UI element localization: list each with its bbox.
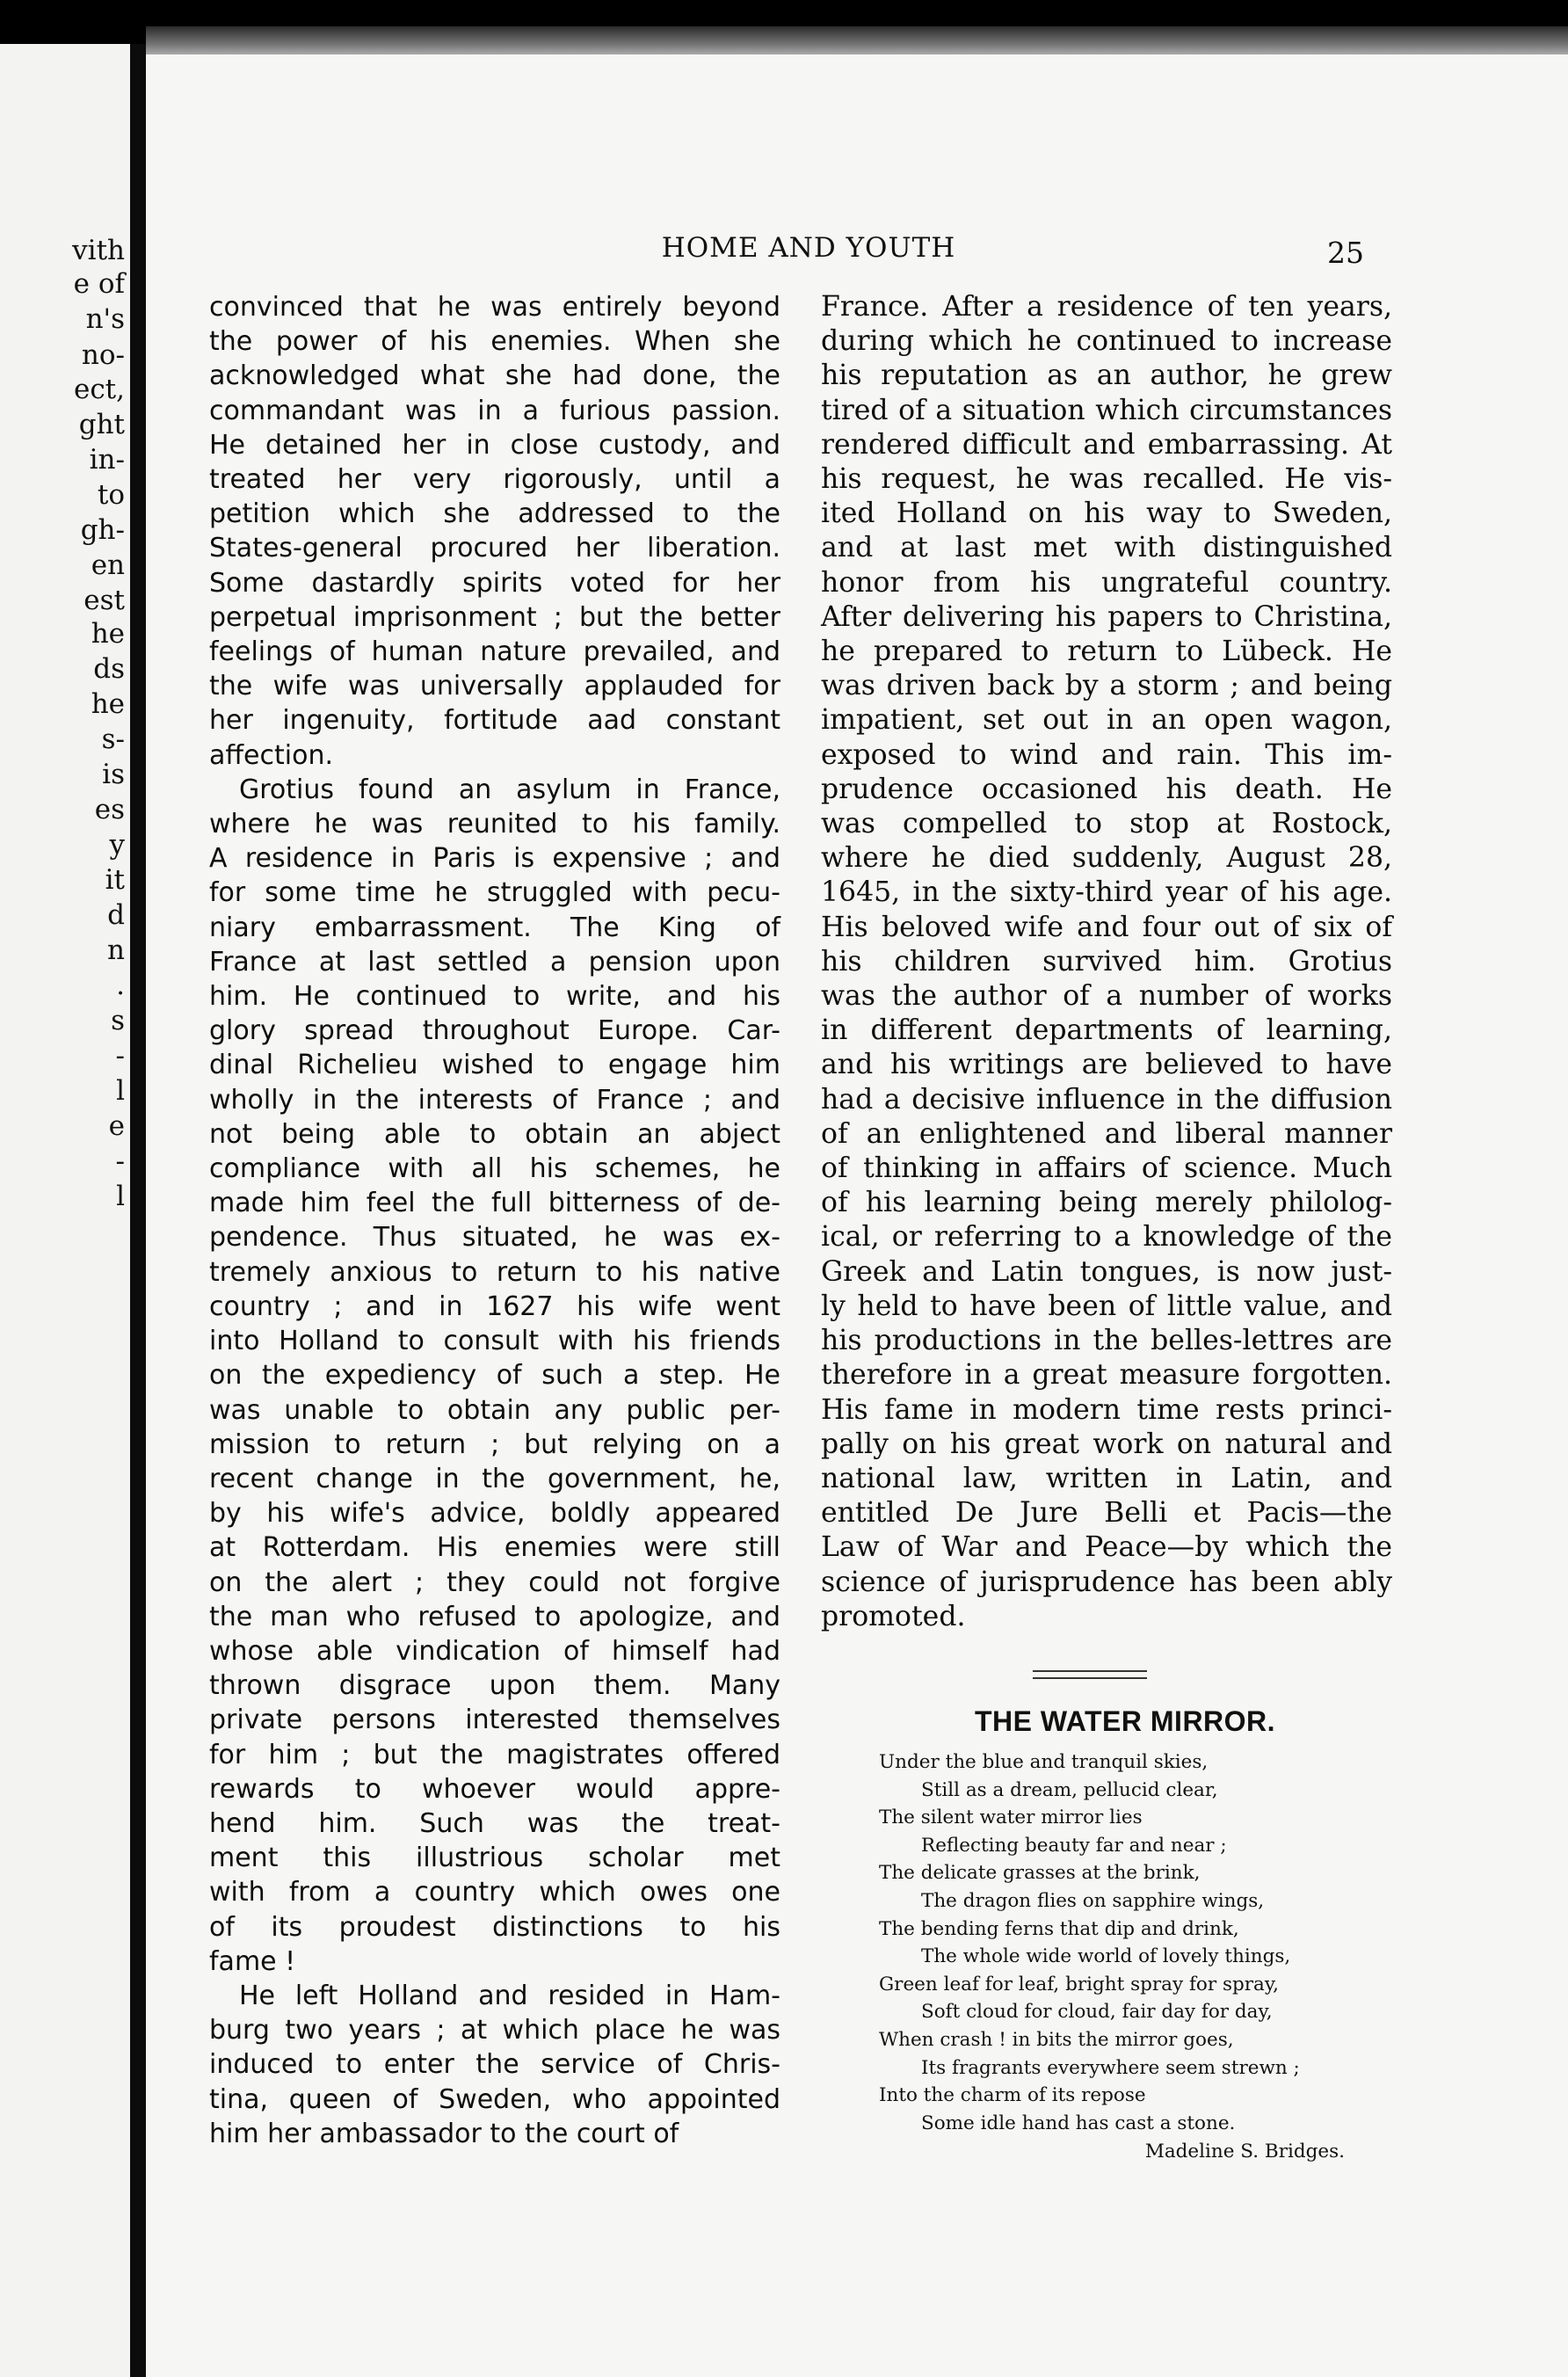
text-line: at Rotterdam. His enemies were still (209, 1532, 780, 1564)
text-line: national law, written in Latin, and (821, 1462, 1392, 1494)
text-line: promoted. (821, 1600, 966, 1632)
prev-page-fragment: s (111, 1005, 125, 1036)
prev-page-fragment: s- (101, 723, 125, 755)
text-line: burg two years ; at which place he was (209, 2015, 780, 2046)
prev-page-fragment: he (91, 688, 125, 720)
poem-line: Its fragrants everywhere seem strewn ; (921, 2056, 1300, 2079)
page-header (0, 0, 1568, 290)
text-line: on the expediency of such a step. He (209, 1360, 780, 1392)
prev-page-fragment: no- (81, 339, 125, 371)
prev-page-fragment: est (83, 585, 125, 616)
text-line: his request, he was recalled. He vis- (821, 463, 1392, 496)
text-line: of thinking in affairs of science. Much (821, 1152, 1392, 1185)
text-line: convinced that he was entirely beyond (209, 292, 780, 323)
text-line: the wife was universally applauded for (209, 671, 780, 702)
text-line: tremely anxious to return to his native (209, 1256, 780, 1288)
text-line: the power of his enemies. When she (209, 326, 780, 358)
text-line: of an enlightened and liberal manner (821, 1117, 1392, 1150)
text-line: commandant was in a furious passion. (209, 395, 780, 426)
text-line: mission to return ; but relying on a (209, 1428, 780, 1460)
text-line: had a decisive influence in the diffusion (821, 1083, 1392, 1116)
prev-page-fragment: es (94, 794, 125, 825)
prev-page-fragment: is (102, 759, 125, 790)
text-line: prudence occasioned his death. He (821, 773, 1392, 805)
text-line: him. He continued to write, and his (209, 981, 780, 1013)
text-line: ment this illustrious scholar met (209, 1843, 780, 1874)
text-line: He detained her in close custody, and (209, 429, 780, 461)
poem-line: The silent water mirror lies (879, 1806, 1143, 1829)
prev-page-fragment: en (91, 549, 125, 581)
text-line: His fame in modern time rests princi- (821, 1393, 1392, 1426)
text-line: of its proudest distinctions to his (209, 1911, 780, 1943)
text-line: A residence in Paris is expensive ; and (209, 843, 780, 875)
text-line: Greek and Latin tongues, is now just- (821, 1255, 1392, 1288)
text-line: for some time he struggled with pecu- (209, 877, 780, 909)
prev-page-fragment: . (116, 970, 125, 1001)
prev-page-fragment: - (115, 1040, 125, 1072)
poem-line: The bending ferns that dip and drink, (879, 1917, 1239, 1940)
text-line: in different departments of learning, (821, 1014, 1392, 1047)
prev-page-fragment: ect, (73, 374, 125, 405)
poem-title: THE WATER MIRROR. (974, 1705, 1276, 1737)
poem-line: Soft cloud for cloud, fair day for day, (921, 2001, 1273, 2024)
section-divider (1033, 1670, 1147, 1679)
prev-page-fragment: l (116, 1181, 125, 1212)
text-line: into Holland to consult with his friends (209, 1326, 780, 1357)
poem-body (879, 1748, 1371, 2137)
prev-page-fragment: e of (73, 268, 125, 300)
text-line: petition which she addressed to the (209, 498, 780, 530)
text-line: After delivering his papers to Christina, (821, 600, 1392, 633)
text-line: made him feel the full bitterness of de- (209, 1188, 780, 1219)
page-number: 25 (1327, 236, 1364, 270)
poem-author: Madeline S. Bridges. (1144, 2141, 1345, 2163)
poem-line: Some idle hand has cast a stone. (921, 2112, 1236, 2134)
poem (879, 1705, 1371, 2163)
text-line: was compelled to stop at Rostock, (821, 808, 1392, 840)
text-line: rewards to whoever would appre- (209, 1773, 780, 1805)
text-line: hend him. Such was the treat- (209, 1807, 780, 1839)
text-line: was the author of a number of works (821, 980, 1392, 1013)
text-line: ited Holland on his way to Sweden, (821, 498, 1392, 530)
text-line: private persons interested themselves (209, 1705, 780, 1736)
poem-line: The dragon flies on sapphire wings, (921, 1889, 1265, 1912)
text-line: Law of War and Peace—by which the (821, 1531, 1392, 1564)
text-line: during which he continued to increase (821, 325, 1392, 358)
running-title: HOME AND YOUTH (661, 232, 956, 264)
text-line: his productions in the belles-lettres are (821, 1325, 1392, 1357)
text-line: the man who refused to apologize, and (209, 1601, 780, 1632)
text-line: fame ! (209, 1945, 296, 1977)
text-line: recent change in the government, he, (209, 1463, 780, 1494)
text-line: France at last settled a pension upon (209, 946, 780, 978)
text-line: was driven back by a storm ; and being (821, 670, 1392, 702)
text-line: for him ; but the magistrates offered (209, 1739, 780, 1770)
text-line: he prepared to return to Lübeck. He (821, 636, 1392, 668)
text-line: treated her very rigorously, until a (209, 464, 780, 496)
text-line: entitled De Jure Belli et Pacis—the (821, 1497, 1392, 1530)
text-line: by his wife's advice, boldly appeared (209, 1498, 780, 1530)
text-line: and his writings are believed to have (821, 1049, 1392, 1081)
text-line: tired of a situation which circumstances (821, 394, 1392, 426)
text-line: country ; and in 1627 his wife went (209, 1290, 780, 1322)
right-column (821, 290, 1392, 1634)
text-line: His beloved wife and four out of six of (821, 911, 1392, 943)
prev-page-fragment: y (109, 829, 125, 861)
prev-page-fragment: ds (93, 653, 125, 685)
text-line: exposed to wind and rain. This im- (821, 738, 1392, 771)
text-line: him her ambassador to the court of (209, 2118, 679, 2149)
text-line: therefore in a great measure forgotten. (821, 1359, 1392, 1392)
text-line: whose able vindication of himself had (209, 1635, 780, 1667)
prev-page-fragment: n's (85, 303, 125, 335)
text-line: feelings of human nature prevailed, and (209, 636, 780, 668)
text-line: pendence. Thus situated, he was ex- (209, 1222, 780, 1254)
prev-page-fragment: it (105, 864, 125, 896)
text-line: 1645, in the sixty-third year of his age. (821, 876, 1392, 909)
text-line: France. After a residence of ten years, (821, 291, 1392, 323)
text-line: compliance with all his schemes, he (209, 1153, 780, 1185)
prev-page-fragment: vith (72, 235, 125, 266)
poem-line: Under the blue and tranquil skies, (879, 1751, 1209, 1773)
text-line: his children survived him. Grotius (821, 945, 1392, 978)
poem-line: When crash ! in bits the mirror goes, (879, 2028, 1234, 2051)
text-line: ly held to have been of little value, and (821, 1290, 1392, 1322)
prev-page-fragment: n (107, 934, 125, 966)
prev-page-fragment: in- (89, 444, 125, 476)
text-line: affection. (209, 739, 334, 771)
text-line: ical, or referring to a knowledge of the (821, 1221, 1392, 1254)
text-line: where he died suddenly, August 28, (821, 842, 1392, 875)
text-line: on the alert ; they could not forgive (209, 1566, 780, 1598)
left-column (209, 290, 780, 2151)
prev-page-fragment: ght (78, 409, 125, 440)
prev-page-fragment: he (91, 618, 125, 650)
text-line: glory spread throughout Europe. Car- (209, 1015, 780, 1047)
prev-page-fragment: d (107, 899, 125, 931)
poem-line: Still as a dream, pellucid clear, (921, 1778, 1218, 1801)
poem-line: Into the charm of its repose (879, 2084, 1146, 2107)
text-line: was unable to obtain any public per- (209, 1394, 780, 1426)
prev-page-fragment: gh- (80, 514, 125, 546)
text-line: rendered difficult and embarrassing. At (821, 428, 1392, 461)
text-line: Grotius found an asylum in France, (239, 774, 780, 805)
prev-page-fragment: l (116, 1075, 125, 1107)
text-line: impatient, set out in an open wagon, (821, 704, 1392, 737)
text-line: tina, queen of Sweden, who appointed (209, 2083, 780, 2115)
text-line: dinal Richelieu wished to engage him (209, 1050, 780, 1081)
text-line: not being able to obtain an abject (209, 1118, 780, 1150)
previous-page-edge (0, 44, 130, 2377)
book-gutter (130, 44, 146, 2377)
prev-page-fragment: e (108, 1110, 125, 1142)
prev-page-fragment: to (97, 479, 125, 511)
poem-line: Green leaf for leaf, bright spray for spray, (879, 1973, 1279, 1995)
poem-line: The delicate grasses at the brink, (879, 1862, 1201, 1885)
text-line: pally on his great work on natural and (821, 1428, 1392, 1460)
text-line: her ingenuity, fortitude aad constant (209, 705, 780, 737)
poem-line: Reflecting beauty far and near ; (921, 1834, 1227, 1857)
text-line: and at last met with distinguished (821, 532, 1392, 564)
text-line: his reputation as an author, he grew (821, 360, 1392, 392)
text-line: niary embarrassment. The King of (209, 912, 780, 943)
text-line: perpetual imprisonment ; but the better (209, 601, 780, 633)
text-line: Some dastardly spirits voted for her (209, 567, 780, 599)
text-line: wholly in the interests of France ; and (209, 1084, 780, 1116)
text-line: States-general procured her liberation. (209, 533, 780, 564)
text-line: science of jurisprudence has been ably (821, 1566, 1392, 1598)
text-line: thrown disgrace upon them. Many (209, 1670, 780, 1702)
text-line: with from a country which owes one (209, 1877, 780, 1908)
text-line: He left Holland and resided in Ham- (239, 1980, 780, 2011)
text-line: where he was reunited to his family. (209, 809, 780, 840)
prev-page-fragment: - (115, 1145, 125, 1177)
poem-line: The whole wide world of lovely things, (921, 1945, 1291, 1968)
text-line: honor from his ungrateful country. (821, 566, 1392, 599)
text-line: of his learning being merely philolog- (821, 1187, 1392, 1219)
text-line: induced to enter the service of Chris- (209, 2049, 780, 2081)
text-line: acknowledged what she had done, the (209, 360, 780, 392)
